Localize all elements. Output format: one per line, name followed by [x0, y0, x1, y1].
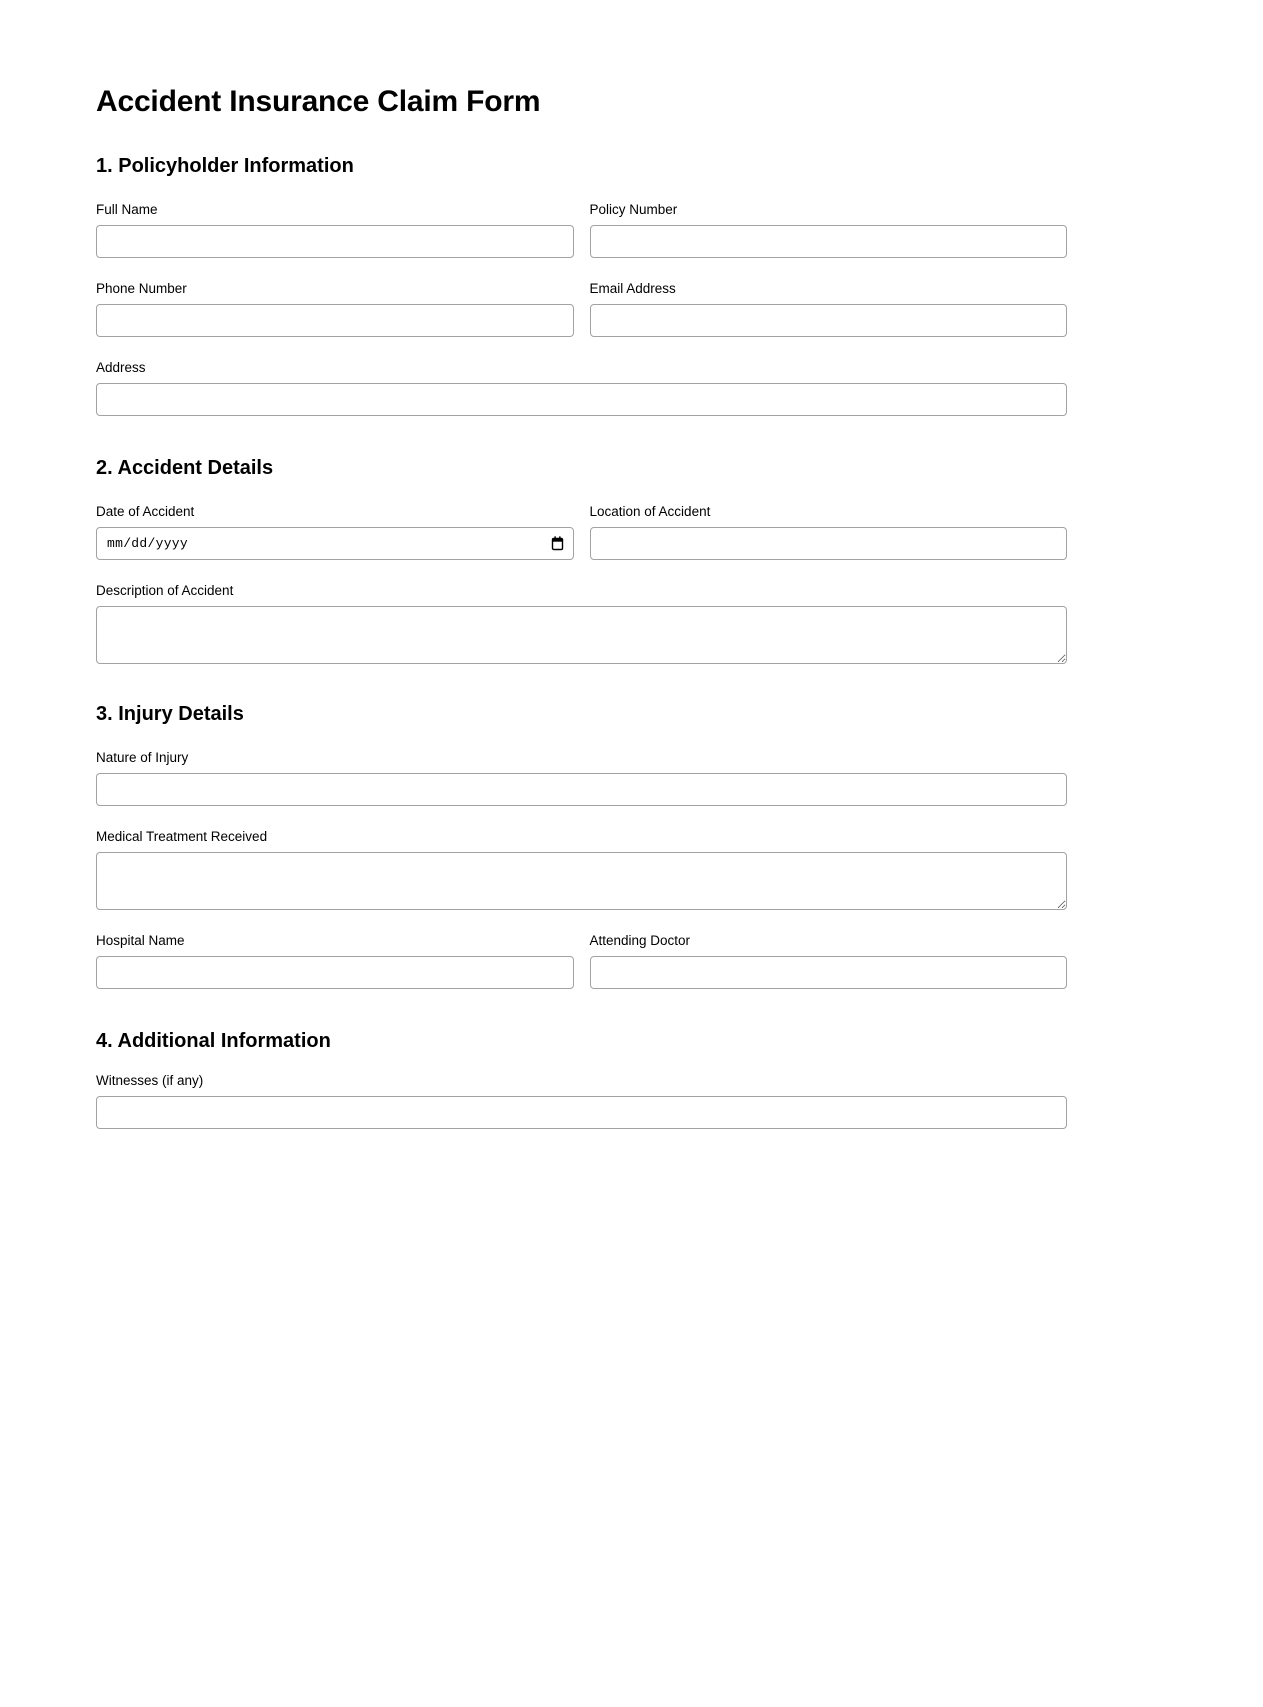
hospital-name-input[interactable]: [96, 956, 574, 989]
section-additional-information: [96, 1029, 1067, 1129]
field-email-address: [590, 280, 1068, 337]
field-label: Description of Accident: [96, 583, 234, 598]
description-of-accident-textarea[interactable]: [96, 606, 1067, 664]
page-title: Accident Insurance Claim Form: [96, 85, 541, 118]
field-description-of-accident: [96, 582, 1067, 664]
date-input-shell: [96, 527, 574, 560]
field-row: [96, 201, 1067, 258]
field-medical-treatment-received: [96, 828, 1067, 910]
field-row: [96, 280, 1067, 337]
field-nature-of-injury: [96, 749, 1067, 806]
field-witnesses: [96, 1072, 1067, 1129]
field-label: Nature of Injury: [96, 750, 189, 765]
field-label: Location of Accident: [589, 504, 711, 519]
field-row: [96, 503, 1067, 560]
section-heading: 1. Policyholder Information: [96, 155, 354, 177]
policy-number-input[interactable]: [590, 225, 1068, 258]
field-row: [96, 1072, 1067, 1129]
section-heading: 4. Additional Information: [96, 1030, 331, 1052]
date-of-accident-input[interactable]: [96, 527, 574, 560]
field-location-of-accident: [590, 503, 1068, 560]
field-hospital-name: [96, 932, 574, 989]
field-row: [96, 828, 1067, 910]
full-name-input[interactable]: [96, 225, 574, 258]
field-row: [96, 582, 1067, 664]
email-address-input[interactable]: [590, 304, 1068, 337]
field-label: Email Address: [589, 281, 676, 296]
field-row: [96, 932, 1067, 989]
field-row: [96, 749, 1067, 806]
location-of-accident-input[interactable]: [590, 527, 1068, 560]
field-policy-number: [590, 201, 1068, 258]
field-date-of-accident: [96, 503, 574, 560]
field-address: [96, 359, 1067, 416]
section-accident-details: [96, 456, 1067, 664]
field-label: Witnesses (if any): [96, 1073, 204, 1088]
claim-form: [96, 84, 1067, 1129]
section-heading: 3. Injury Details: [96, 703, 244, 725]
field-label: Full Name: [96, 202, 158, 217]
field-phone-number: [96, 280, 574, 337]
section-policyholder-information: [96, 154, 1067, 416]
field-row: [96, 359, 1067, 416]
field-label: Date of Accident: [96, 504, 195, 519]
attending-doctor-input[interactable]: [590, 956, 1068, 989]
field-label: Attending Doctor: [589, 933, 691, 948]
field-full-name: [96, 201, 574, 258]
field-label: Address: [96, 360, 146, 375]
medical-treatment-received-textarea[interactable]: [96, 852, 1067, 910]
field-label: Policy Number: [589, 202, 678, 217]
date-placeholder-text: mm/dd/yyyy: [107, 536, 189, 551]
address-input[interactable]: [96, 383, 1067, 416]
witnesses-input[interactable]: [96, 1096, 1067, 1129]
section-heading: 2. Accident Details: [96, 457, 274, 479]
field-label: Phone Number: [96, 281, 187, 296]
nature-of-injury-input[interactable]: [96, 773, 1067, 806]
section-injury-details: [96, 702, 1067, 989]
field-label: Medical Treatment Received: [96, 829, 268, 844]
field-attending-doctor: [590, 932, 1068, 989]
field-label: Hospital Name: [96, 933, 185, 948]
phone-number-input[interactable]: [96, 304, 574, 337]
